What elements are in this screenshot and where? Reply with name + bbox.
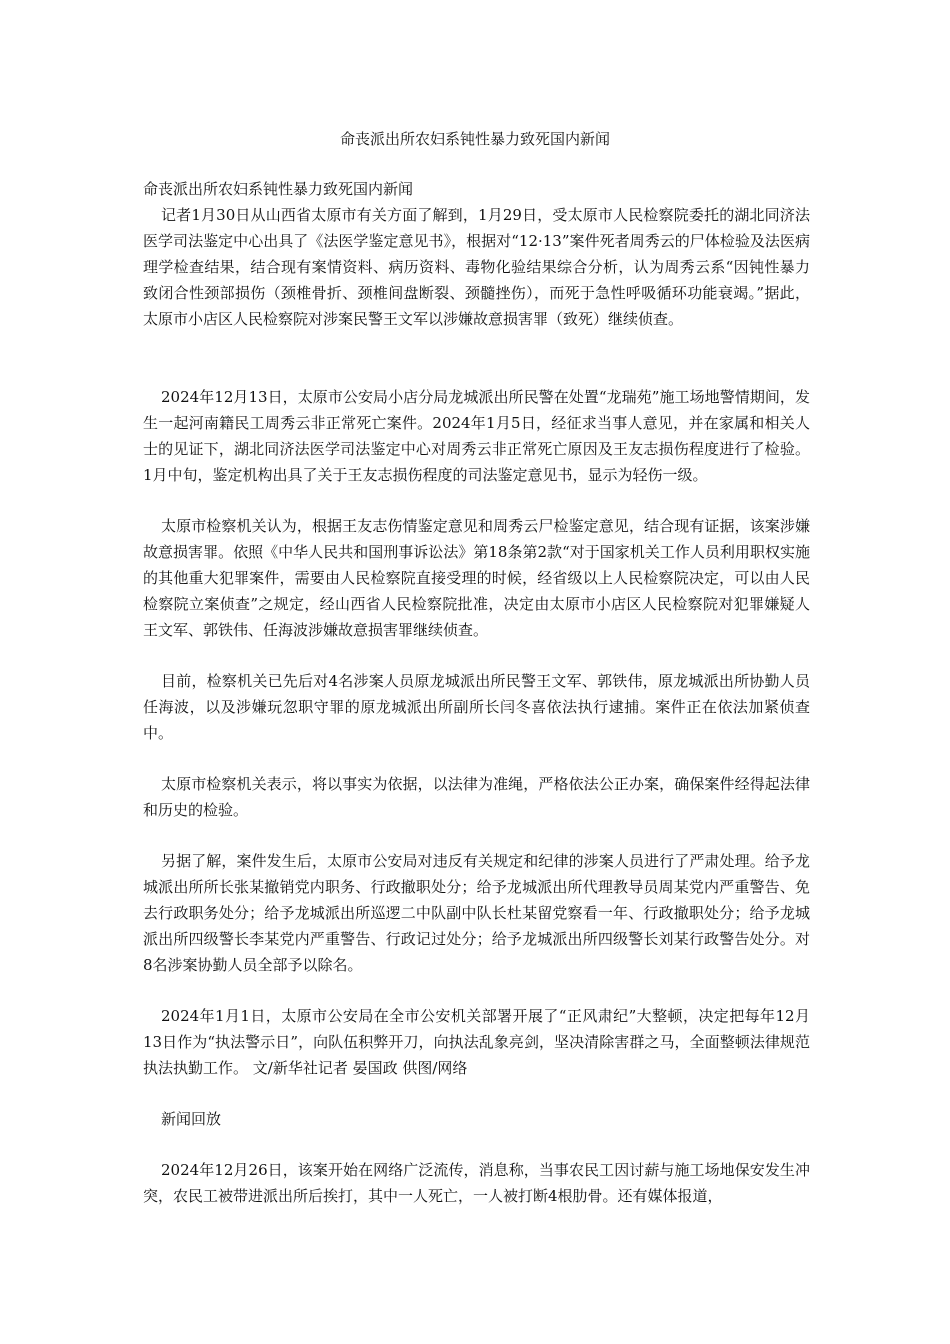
paragraph-1: 记者1月30日从山西省太原市有关方面了解到，1月29日，受太原市人民检察院委托的湖北同济法医学司法鉴定中心出具了《法医学鉴定意见书》，根据对“12·13”案件死者周秀云的尸体检验及法医病理学检查结果，结合现有案情资料、病历资料、毒物化验结果综合分析，认为周秀云系“因钝性暴力致闭合性颈部损伤（颈椎骨折、颈椎间盘断裂、颈髓挫伤），而死于急性呼吸循环功能衰竭。”据此，太原市小店区人民检察院对涉案民警王文军以涉嫌故意损害罪（致死）继续侦查。 bbox=[143, 206, 810, 328]
paragraph-8: 2024年12月26日，该案开始在网络广泛流传，消息称，当事农民工因讨薪与施工场地保安发生冲突，农民工被带进派出所后挨打，其中一人死亡，一人被打断4根肋骨。还有媒体报道， bbox=[143, 1161, 810, 1205]
document-title: 命丧派出所农妇系钝性暴力致死国内新闻 bbox=[339, 130, 610, 148]
section-heading-news-replay: 新闻回放 bbox=[161, 1110, 222, 1128]
document-body bbox=[143, 176, 810, 1209]
paragraph-3: 太原市检察机关认为，根据王友志伤情鉴定意见和周秀云尸检鉴定意见，结合现有证据，该案涉嫌故意损害罪。依照《中华人民共和国刑事诉讼法》第18条第2款“对于国家机关工作人员利用职权实施的其他重大犯罪案件，需要由人民检察院直接受理的时候，经省级以上人民检察院决定，可以由人民检察院立案侦查”之规定，经山西省人民检察院批准，决定由太原市小店区人民检察院对犯罪嫌疑人王文军、郭铁伟、任海波涉嫌故意损害罪继续侦查。 bbox=[143, 517, 810, 639]
paragraph-6: 另据了解，案件发生后，太原市公安局对违反有关规定和纪律的涉案人员进行了严肃处理。给予龙城派出所所长张某撤销党内职务、行政撤职处分；给予龙城派出所代理教导员周某党内严重警告、免去行政职务处分；给予龙城派出所巡逻二中队副中队长杜某留党察看一年、行政撤职处分；给予龙城派出所四级警长李某党内严重警告、行政记过处分；给予龙城派出所四级警长刘某行政警告处分。对8名涉案协勤人员全部予以除名。 bbox=[143, 852, 810, 974]
document-subtitle: 命丧派出所农妇系钝性暴力致死国内新闻 bbox=[143, 180, 414, 198]
paragraph-7: 2024年1月1日，太原市公安局在全市公安机关部署开展了“正风肃纪”大整顿，决定把每年12月13日作为“执法警示日”，向队伍积弊开刀，向执法乱象亮剑，坚决清除害群之马，全面整顿法律规范执法执勤工作。 文/新华社记者 晏国政 供图/网络 bbox=[143, 1007, 810, 1077]
paragraph-5: 太原市检察机关表示，将以事实为依据，以法律为准绳，严格依法公正办案，确保案件经得起法律和历史的检验。 bbox=[143, 775, 810, 819]
paragraph-2: 2024年12月13日，太原市公安局小店分局龙城派出所民警在处置“龙瑞苑”施工场地警情期间，发生一起河南籍民工周秀云非正常死亡案件。2024年1月5日，经征求当事人意见，并在家属和相关人士的见证下，湖北同济法医学司法鉴定中心对周秀云非正常死亡原因及王友志损伤程度进行了检验。1月中旬，鉴定机构出具了关于王友志损伤程度的司法鉴定意见书，显示为轻伤一级。 bbox=[143, 388, 810, 484]
paragraph-4: 目前，检察机关已先后对4名涉案人员原龙城派出所民警王文军、郭铁伟，原龙城派出所协勤人员任海波，以及涉嫌玩忽职守罪的原龙城派出所副所长闫冬喜依法执行逮捕。案件正在依法加紧侦查中。 bbox=[143, 672, 810, 742]
